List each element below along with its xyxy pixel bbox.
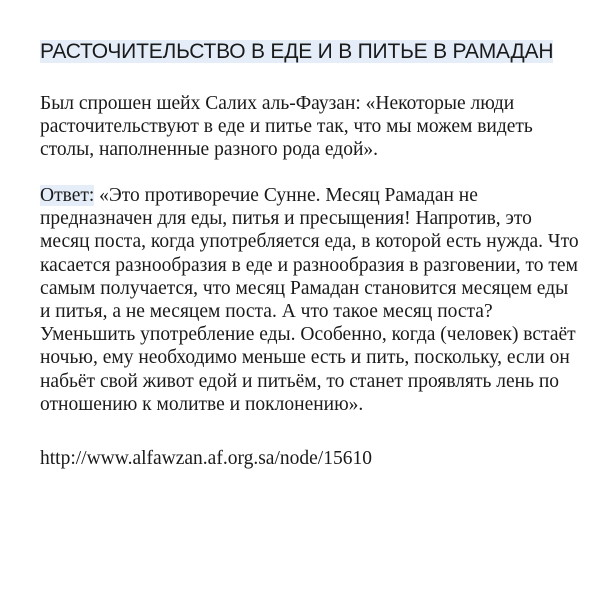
- answer-paragraph: [40, 184, 580, 416]
- article-title: [40, 40, 580, 64]
- answer-text: «Это противоречие Сунне. Месяц Рамадан не предназначен для еды, питья и пресыщения! Напротив, это месяц поста, когда употребляется еда, в которой есть нужда. Что касается разнообразия в еде и разнообразия в разговении, то тем самым получается, что месяц Рамадан становится месяцем еды и питья, а не месяцем поста. А что такое месяц поста? Уменьшить употребление еды. Особенно, когда (человек) встаёт ночью, ему необходимо меньше есть и пить, поскольку, если он набьёт свой живот едой и питьём, то станет проявлять лень по отношению к молитве и поклонению».: [40, 185, 579, 415]
- article-title-text: РАСТОЧИТЕЛЬСТВО В ЕДЕ И В ПИТЬЕ В РАМАДАН: [40, 40, 554, 63]
- source-link[interactable]: http://www.alfawzan.af.org.sa/node/15610: [40, 448, 372, 470]
- answer-label: Ответ:: [40, 185, 95, 206]
- question-paragraph: Был спрошен шейх Салих аль-Фаузан: «Некоторые люди расточительствуют в еде и питье так, что мы можем видеть столы, наполненные разного рода едой».: [40, 93, 533, 160]
- article: [40, 40, 580, 470]
